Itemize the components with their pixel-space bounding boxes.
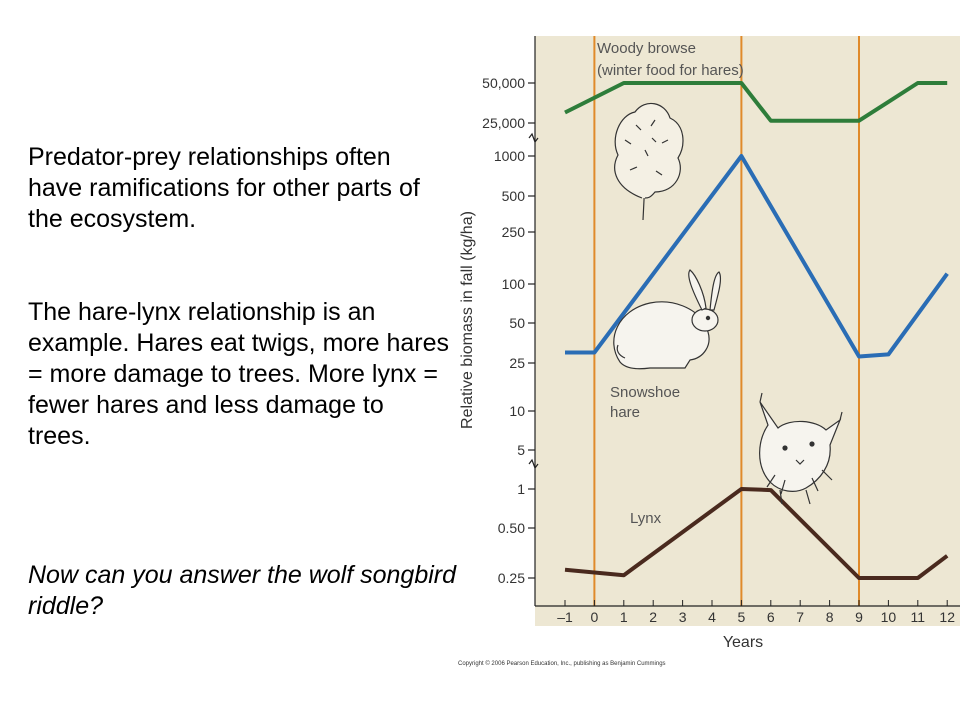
x-tick-label: 4 <box>708 609 716 625</box>
y-tick-label: 100 <box>501 276 525 292</box>
y-tick-label: 5 <box>517 442 525 458</box>
y-axis <box>482 36 535 606</box>
hare-label-line1: Snowshoe <box>610 384 681 401</box>
x-tick-label: 2 <box>649 609 658 625</box>
x-tick-label: 12 <box>939 609 955 625</box>
y-tick-label: 250 <box>501 224 525 240</box>
browse-label-line1: Woody browse <box>597 40 696 57</box>
y-tick-label: 50 <box>509 315 525 331</box>
x-tick-label: –1 <box>557 609 573 625</box>
y-tick-label: 1 <box>517 481 525 497</box>
y-tick-label: 25 <box>509 355 525 371</box>
browse-label-line2: (winter food for hares) <box>597 62 744 79</box>
x-tick-label: 3 <box>678 609 687 625</box>
lynx-label: Lynx <box>630 510 662 527</box>
y-tick-label: 0.25 <box>497 570 525 586</box>
x-tick-label: 6 <box>766 609 775 625</box>
intro-paragraph: Predator-prey relationships often have ramifications for other parts of the ecosystem. <box>28 143 420 233</box>
plot-background <box>535 36 960 626</box>
hare-label-line2: hare <box>610 404 641 421</box>
x-tick-label: 5 <box>737 609 746 625</box>
y-tick-label: 50,000 <box>482 75 525 91</box>
y-tick-label: 25,000 <box>482 115 525 131</box>
x-tick-label: 1 <box>619 609 628 625</box>
copyright-text: Copyright © 2006 Pearson Education, Inc., publishing as Benjamin Cummings <box>458 661 666 667</box>
x-tick-label: 9 <box>855 609 863 625</box>
x-tick-label: 10 <box>880 609 897 625</box>
y-tick-label: 10 <box>509 403 525 419</box>
riddle-question: Now can you answer the wolf songbird riddle? <box>28 561 457 620</box>
y-tick-label: 500 <box>501 188 525 204</box>
x-axis-title: Years <box>722 634 764 651</box>
example-paragraph: The hare-lynx relationship is an example. Hares eat twigs, more hares = more damage to trees. More lynx = fewer hares and less damage to trees. <box>28 298 450 450</box>
y-tick-label: 1000 <box>493 148 525 164</box>
population-cycle-chart <box>440 20 960 680</box>
x-tick-label: 0 <box>590 609 599 625</box>
y-tick-label: 0.50 <box>497 520 525 536</box>
x-tick-label: 11 <box>910 609 926 625</box>
x-tick-label: 8 <box>825 609 834 625</box>
y-axis-title: Relative biomass in fall (kg/ha) <box>459 211 476 429</box>
x-tick-label: 7 <box>796 609 805 625</box>
